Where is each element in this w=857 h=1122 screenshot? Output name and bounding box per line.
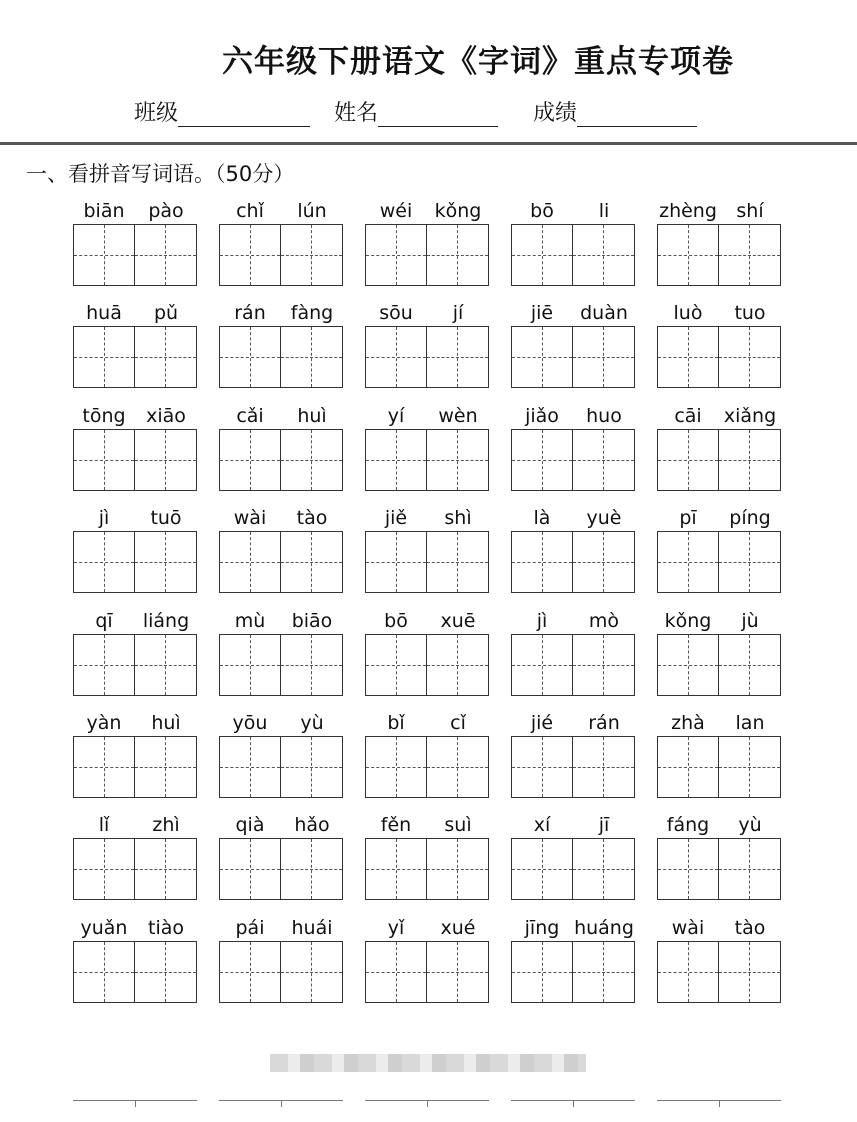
pinyin-label: xuē xyxy=(440,610,476,632)
pinyin-label: fěn xyxy=(380,814,412,836)
pinyin-label: yí xyxy=(387,405,405,427)
pinyin-label: cāi xyxy=(674,405,702,427)
partial-box xyxy=(365,1100,489,1109)
writing-box[interactable] xyxy=(219,531,281,593)
word-cell[interactable] xyxy=(219,917,343,1003)
pinyin-label: shì xyxy=(444,507,472,529)
writing-box[interactable] xyxy=(365,634,427,696)
pinyin-label: jiě xyxy=(384,507,408,529)
writing-box[interactable] xyxy=(135,531,197,593)
writing-box[interactable] xyxy=(281,736,343,798)
writing-box[interactable] xyxy=(73,531,135,593)
pinyin-label: yàn xyxy=(86,712,122,734)
pinyin-label: jì xyxy=(98,507,110,529)
pinyin-label: biāo xyxy=(291,610,333,632)
pinyin-label: lún xyxy=(297,200,327,222)
writing-box[interactable] xyxy=(73,838,135,900)
pinyin-label: huā xyxy=(86,302,122,324)
pinyin-label: qià xyxy=(235,814,265,836)
pinyin-label: duàn xyxy=(580,302,628,324)
pinyin-label: zhì xyxy=(152,814,180,836)
pinyin-label: zhà xyxy=(671,712,705,734)
word-cell[interactable] xyxy=(219,712,343,798)
pinyin-label: shí xyxy=(736,200,764,222)
writing-box[interactable] xyxy=(427,838,489,900)
word-cell[interactable] xyxy=(657,917,781,1003)
writing-box[interactable] xyxy=(73,429,135,491)
word-cell[interactable] xyxy=(657,814,781,900)
word-cell[interactable] xyxy=(73,405,197,491)
pinyin-label: qī xyxy=(95,610,113,632)
word-cell[interactable] xyxy=(73,814,197,900)
writing-box[interactable] xyxy=(219,224,281,286)
writing-box[interactable] xyxy=(73,941,135,1003)
pinyin-label: hǎo xyxy=(294,814,330,836)
word-cell[interactable] xyxy=(511,302,635,388)
writing-box[interactable] xyxy=(281,429,343,491)
writing-box[interactable] xyxy=(427,429,489,491)
pinyin-label: li xyxy=(598,200,610,222)
writing-box[interactable] xyxy=(573,941,635,1003)
writing-box[interactable] xyxy=(511,326,573,388)
pinyin-label: kǒng xyxy=(434,200,482,222)
writing-box[interactable] xyxy=(365,326,427,388)
pinyin-label: jí xyxy=(452,302,464,324)
writing-box[interactable] xyxy=(657,736,719,798)
writing-box[interactable] xyxy=(365,941,427,1003)
word-cell[interactable] xyxy=(365,302,489,388)
writing-box[interactable] xyxy=(135,224,197,286)
writing-box[interactable] xyxy=(281,941,343,1003)
writing-box[interactable] xyxy=(281,224,343,286)
writing-box[interactable] xyxy=(573,224,635,286)
writing-box[interactable] xyxy=(219,326,281,388)
writing-box[interactable] xyxy=(281,326,343,388)
writing-box[interactable] xyxy=(365,429,427,491)
word-cell[interactable] xyxy=(73,302,197,388)
pinyin-label: chǐ xyxy=(236,200,264,222)
pinyin-label: fàng xyxy=(290,302,334,324)
pinyin-label: xí xyxy=(533,814,551,836)
word-cell[interactable] xyxy=(219,302,343,388)
class-blank[interactable] xyxy=(178,104,310,127)
pinyin-label: cǐ xyxy=(450,712,466,734)
writing-box[interactable] xyxy=(219,736,281,798)
writing-box[interactable] xyxy=(135,429,197,491)
pinyin-label: kǒng xyxy=(664,610,712,632)
writing-box[interactable] xyxy=(719,531,781,593)
pinyin-label: sōu xyxy=(379,302,413,324)
pinyin-label: wài xyxy=(233,507,267,529)
word-cell[interactable] xyxy=(73,712,197,798)
word-cell[interactable] xyxy=(219,405,343,491)
writing-box[interactable] xyxy=(511,736,573,798)
writing-box[interactable] xyxy=(719,634,781,696)
writing-box[interactable] xyxy=(719,736,781,798)
writing-box[interactable] xyxy=(511,224,573,286)
writing-box[interactable] xyxy=(365,531,427,593)
word-cell[interactable] xyxy=(365,405,489,491)
partial-box xyxy=(511,1100,635,1109)
class-field[interactable] xyxy=(134,96,310,127)
writing-box[interactable] xyxy=(719,429,781,491)
writing-box[interactable] xyxy=(511,531,573,593)
pinyin-label: píng xyxy=(729,507,771,529)
score-label: 成绩 xyxy=(533,101,578,126)
pinyin-label: bō xyxy=(530,200,554,222)
pinyin-label: yù xyxy=(300,712,324,734)
pinyin-label: huì xyxy=(297,405,327,427)
writing-box[interactable] xyxy=(219,838,281,900)
pinyin-label: bō xyxy=(384,610,408,632)
pinyin-label: mù xyxy=(234,610,266,632)
word-cell[interactable] xyxy=(219,200,343,286)
pinyin-label: fáng xyxy=(666,814,710,836)
word-cell[interactable] xyxy=(365,814,489,900)
writing-box[interactable] xyxy=(427,941,489,1003)
writing-box[interactable] xyxy=(573,326,635,388)
word-cell[interactable] xyxy=(219,814,343,900)
pinyin-label: yǐ xyxy=(387,917,405,939)
pinyin-label: liáng xyxy=(142,610,190,632)
word-cell[interactable] xyxy=(365,712,489,798)
writing-box[interactable] xyxy=(219,634,281,696)
word-cell[interactable] xyxy=(365,507,489,593)
word-cell[interactable] xyxy=(511,712,635,798)
writing-box[interactable] xyxy=(657,224,719,286)
writing-box[interactable] xyxy=(73,224,135,286)
class-label: 班级 xyxy=(134,101,179,126)
pinyin-label: xiǎng xyxy=(723,405,777,427)
writing-box[interactable] xyxy=(657,531,719,593)
word-cell[interactable] xyxy=(511,917,635,1003)
writing-box[interactable] xyxy=(657,326,719,388)
writing-box[interactable] xyxy=(573,531,635,593)
pinyin-label: tào xyxy=(734,917,766,939)
pinyin-label: mò xyxy=(588,610,620,632)
writing-box[interactable] xyxy=(135,838,197,900)
word-cell[interactable] xyxy=(365,917,489,1003)
pinyin-label: jī xyxy=(598,814,610,836)
word-cell[interactable] xyxy=(73,507,197,593)
pinyin-label: huáng xyxy=(574,917,634,939)
writing-box[interactable] xyxy=(281,838,343,900)
writing-box[interactable] xyxy=(427,326,489,388)
name-field[interactable] xyxy=(334,96,498,127)
writing-box[interactable] xyxy=(219,941,281,1003)
pinyin-label: biān xyxy=(83,200,125,222)
word-cell[interactable] xyxy=(511,200,635,286)
pinyin-label: rán xyxy=(588,712,620,734)
writing-box[interactable] xyxy=(135,736,197,798)
score-field[interactable] xyxy=(533,96,697,127)
word-cell[interactable] xyxy=(511,507,635,593)
pinyin-label: bǐ xyxy=(387,712,405,734)
word-cell[interactable] xyxy=(657,712,781,798)
word-cell[interactable] xyxy=(511,405,635,491)
writing-box[interactable] xyxy=(73,326,135,388)
pinyin-label: tuō xyxy=(150,507,182,529)
word-cell[interactable] xyxy=(657,302,781,388)
writing-box[interactable] xyxy=(281,531,343,593)
writing-box[interactable] xyxy=(427,531,489,593)
pinyin-label: zhèng xyxy=(659,200,717,222)
pinyin-label: xiāo xyxy=(146,405,186,427)
pinyin-label: yuè xyxy=(586,507,622,529)
writing-box[interactable] xyxy=(719,838,781,900)
writing-box[interactable] xyxy=(573,838,635,900)
pinyin-label: pái xyxy=(235,917,265,939)
pinyin-label: jīng xyxy=(524,917,560,939)
word-cell[interactable] xyxy=(73,917,197,1003)
section-heading: 一、看拼音写词语。（50分） xyxy=(26,162,295,186)
word-cell[interactable] xyxy=(657,200,781,286)
word-cell[interactable] xyxy=(219,507,343,593)
writing-box[interactable] xyxy=(719,224,781,286)
writing-box[interactable] xyxy=(719,941,781,1003)
pinyin-label: jù xyxy=(741,610,759,632)
pinyin-label: jì xyxy=(536,610,548,632)
writing-box[interactable] xyxy=(573,736,635,798)
word-cell[interactable] xyxy=(511,610,635,696)
blurred-watermark xyxy=(270,1054,586,1072)
writing-box[interactable] xyxy=(573,429,635,491)
word-cell[interactable] xyxy=(511,814,635,900)
writing-box[interactable] xyxy=(511,941,573,1003)
pinyin-label: tōng xyxy=(82,405,126,427)
name-blank[interactable] xyxy=(378,104,498,127)
word-cell[interactable] xyxy=(73,200,197,286)
pinyin-label: huo xyxy=(586,405,622,427)
pinyin-label: pǔ xyxy=(153,302,179,324)
pinyin-label: tào xyxy=(296,507,328,529)
writing-box[interactable] xyxy=(281,634,343,696)
writing-box[interactable] xyxy=(427,224,489,286)
writing-box[interactable] xyxy=(511,634,573,696)
writing-box[interactable] xyxy=(135,326,197,388)
writing-box[interactable] xyxy=(135,634,197,696)
partial-box xyxy=(219,1100,343,1109)
writing-box[interactable] xyxy=(73,736,135,798)
pinyin-label: lan xyxy=(735,712,765,734)
writing-box[interactable] xyxy=(427,736,489,798)
pinyin-label: yuǎn xyxy=(80,917,128,939)
pinyin-label: wéi xyxy=(379,200,413,222)
word-cell[interactable] xyxy=(73,610,197,696)
header-divider xyxy=(0,142,857,145)
pinyin-label: luò xyxy=(673,302,703,324)
word-cell[interactable] xyxy=(219,610,343,696)
writing-box[interactable] xyxy=(219,429,281,491)
writing-box[interactable] xyxy=(511,838,573,900)
partial-box xyxy=(657,1100,781,1109)
writing-box[interactable] xyxy=(573,634,635,696)
pinyin-label: pào xyxy=(148,200,184,222)
writing-box[interactable] xyxy=(657,941,719,1003)
writing-box[interactable] xyxy=(427,634,489,696)
writing-box[interactable] xyxy=(365,736,427,798)
writing-box[interactable] xyxy=(657,838,719,900)
pinyin-label: tiào xyxy=(148,917,184,939)
writing-box[interactable] xyxy=(511,429,573,491)
word-cell[interactable] xyxy=(657,610,781,696)
name-label: 姓名 xyxy=(334,101,379,126)
pinyin-label: jiē xyxy=(530,302,554,324)
writing-box[interactable] xyxy=(365,224,427,286)
pinyin-label: rán xyxy=(234,302,266,324)
pinyin-label: lǐ xyxy=(98,814,110,836)
pinyin-label: cǎi xyxy=(236,405,264,427)
partial-box xyxy=(73,1100,197,1109)
pinyin-label: huái xyxy=(291,917,333,939)
writing-box[interactable] xyxy=(135,941,197,1003)
pinyin-label: yōu xyxy=(232,712,268,734)
pinyin-label: jiǎo xyxy=(525,405,559,427)
pinyin-label: tuo xyxy=(734,302,766,324)
pinyin-label: pī xyxy=(679,507,697,529)
word-cell[interactable] xyxy=(657,405,781,491)
score-blank[interactable] xyxy=(577,104,697,127)
word-cell[interactable] xyxy=(365,200,489,286)
word-cell[interactable] xyxy=(657,507,781,593)
pinyin-label: jié xyxy=(530,712,554,734)
pinyin-label: huì xyxy=(151,712,181,734)
pinyin-label: wèn xyxy=(438,405,478,427)
pinyin-label: xué xyxy=(440,917,476,939)
pinyin-label: suì xyxy=(444,814,472,836)
pinyin-label: yù xyxy=(738,814,762,836)
pinyin-label: là xyxy=(533,507,551,529)
writing-box[interactable] xyxy=(365,838,427,900)
word-cell[interactable] xyxy=(365,610,489,696)
pinyin-label: wài xyxy=(671,917,705,939)
writing-box[interactable] xyxy=(657,634,719,696)
writing-box[interactable] xyxy=(73,634,135,696)
page-title: 六年级下册语文《字词》重点专项卷 xyxy=(222,44,734,80)
writing-box[interactable] xyxy=(657,429,719,491)
writing-box[interactable] xyxy=(719,326,781,388)
